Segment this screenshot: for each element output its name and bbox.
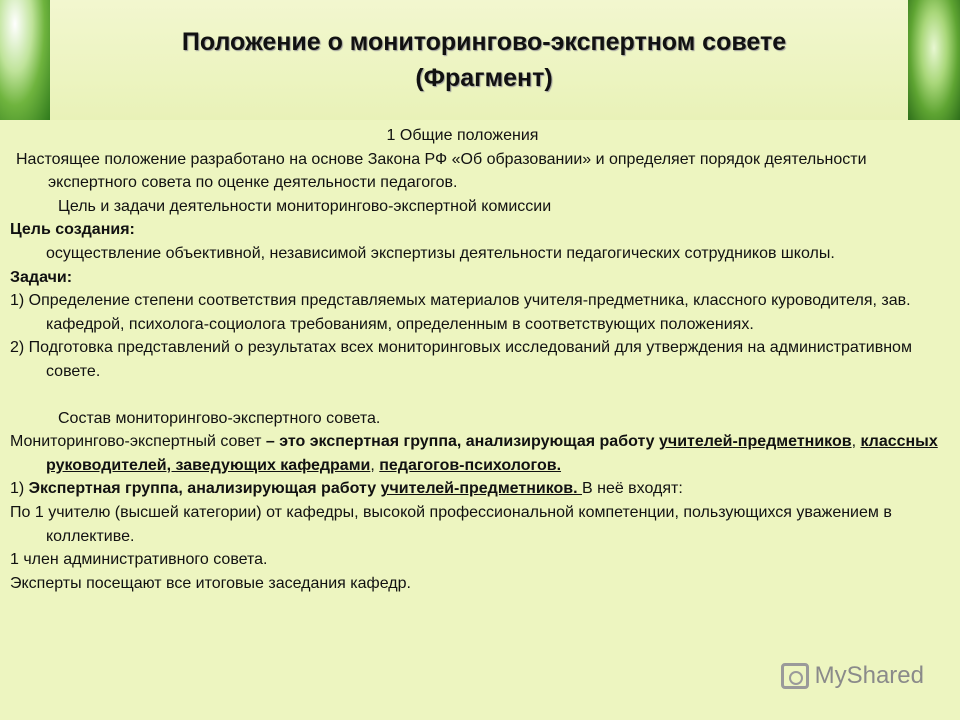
expert-group-teachers: учителей-предметников. <box>380 480 582 498</box>
watermark-icon <box>781 663 809 689</box>
task-item-2: 2) Подготовка представлений о результатах всех мониторинговых исследований для утверждения на административном совете. <box>10 339 912 380</box>
expert-group-title: Экспертная группа, анализирующая работу <box>28 480 381 498</box>
spacer <box>10 384 945 407</box>
composition-separator-2: , <box>370 456 380 474</box>
title-line-2: (Фрагмент) <box>415 64 553 92</box>
composition-psychologists: педагогов-психологов. <box>379 456 562 474</box>
composition-class-leaders: классных руководителей, заведующих кафедрами <box>46 433 938 474</box>
goals-heading: Цель и задачи деятельности мониторингово-экспертной комиссии <box>58 197 552 215</box>
expert-group-number: 1) <box>10 480 29 498</box>
composition-group: экспертная группа, анализирующая работу <box>309 433 660 451</box>
slide-body <box>10 124 945 595</box>
composition-separator-1: , <box>851 433 861 451</box>
composition-dash: – это <box>261 433 310 451</box>
goal-label: Цель создания: <box>10 221 135 239</box>
expert-group-tail: В неё входят: <box>581 480 683 498</box>
section-heading: 1 Общие положения <box>386 127 539 144</box>
admin-member-line: 1 член административного совета. <box>10 551 268 569</box>
task-item-1: 1) Определение степени соответствия представляемых материалов учителя-предметника, классного куроводителя, зав. кафедрой, психолога-социолога требованиям, определенным в соответствующих положениях. <box>10 292 911 333</box>
slide-title <box>60 24 908 96</box>
composition-heading: Состав мониторингово-экспертного совета. <box>58 409 381 427</box>
leaf-decoration-left <box>0 0 50 120</box>
intro-paragraph: Настоящее положение разработано на основе Закона РФ «Об образовании» и определяет порядок деятельности экспертного совета по оценке деятельности педагогов. <box>16 150 867 192</box>
experts-line: Эксперты посещают все итоговые заседания кафедр. <box>10 574 411 592</box>
composition-prefix: Мониторингово-экспертный совет <box>10 433 262 451</box>
watermark <box>781 660 924 692</box>
composition-paragraph <box>10 430 945 477</box>
per-teacher-line: По 1 учителю (высшей категории) от кафедры, высокой профессиональной компетенции, пользующихся уважением в коллективе. <box>10 503 892 545</box>
expert-group-paragraph <box>10 477 945 501</box>
slide-header <box>0 0 960 120</box>
title-line-1: Положение о мониторингово-экспертном совете <box>181 28 787 56</box>
goal-text: осуществление объективной, независимой экспертизы деятельности педагогических сотрудников школы. <box>46 244 835 262</box>
leaf-decoration-right <box>908 0 960 120</box>
watermark-text: MyShared <box>814 662 924 689</box>
composition-teachers: учителей-предметников <box>659 433 852 451</box>
tasks-label: Задачи: <box>10 268 73 286</box>
